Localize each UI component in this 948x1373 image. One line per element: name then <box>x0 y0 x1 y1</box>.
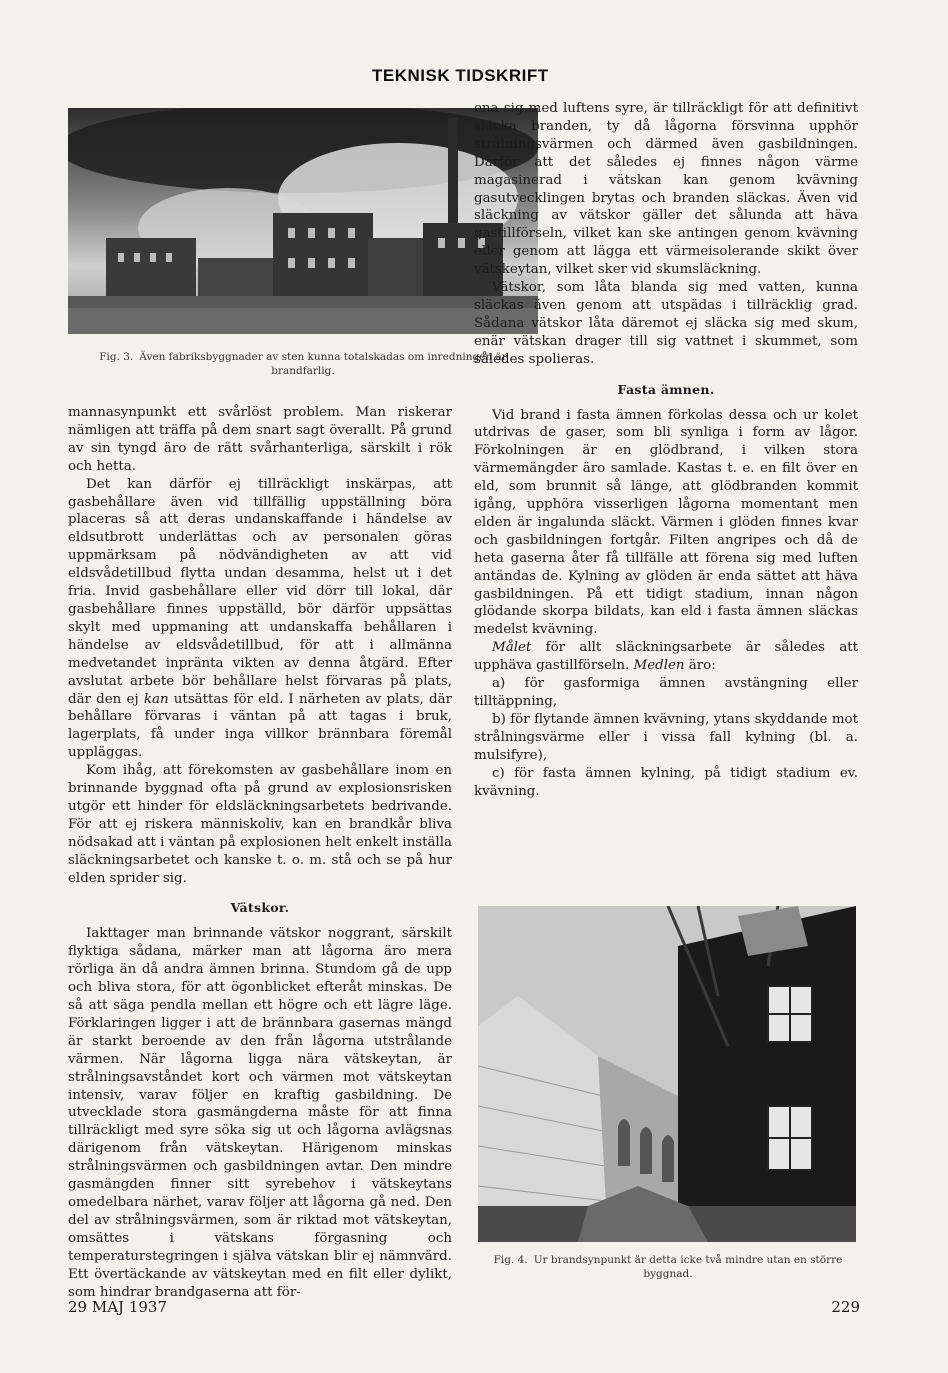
paragraph: Vätskor, som låta blanda sig med vatten, kunna släckas även genom att utspädas i tillräcklig grad. Sådana vätskor låta däremot ej släcka sig med skum, enär vätskan drager till sig vattnet i skummet, som således spolieras. <box>474 280 858 367</box>
list-item: b) för flytande ämnen kvävning, ytans skyddande mot strålningsvärme eller i vissa fall kylning (bl. a. mulsifyre), <box>474 711 858 763</box>
paragraph: Målet för allt släckningsarbete är således att upphäva gastillförseln. Medlen äro: <box>474 640 858 674</box>
list-item: a) för gasformiga ämnen avstängning eller tilltäppning, <box>474 676 858 709</box>
paragraph: ena sig med luftens syre, är tillräckligt för att definitivt släcka branden, ty då lågorna försvinna upphör strålningsvärmen och därmed även gasbildningen. Därför att det således ej finnes någon värme magasinerad i vätskan kan genom kvävning gasutvecklingen brytas och branden släckas. Även vid släckning av vätskor gäller det sålunda att häva gastillförseln, vilket kan ske antingen genom kvävning eller genom att lägga ett värmeisolerande skikt över vätskeytan, vilket sker vid skumsläckning. <box>474 101 858 278</box>
emphasis: Medlen <box>633 658 685 674</box>
list-item: c) för fasta ämnen kylning, på tidigt stadium ev. kvävning. <box>474 765 858 799</box>
figure-3-label: Fig. 3. <box>99 351 134 363</box>
figure-4-caption <box>478 1253 858 1281</box>
paragraph: Kom ihåg, att förekomsten av gasbehållare inom en brinnande byggnad ofta på grund av explosionsrisken utgör ett hinder för eldsläckningsarbetets bedrivande. För att ej riskera människoliv, kan en brandkår bliva nödsakad att i väntan på explosionen helt enkelt inställa släckningsarbetet och kanske t. o. m. stå och se på hur elden sprider sig. <box>68 763 452 886</box>
emphasis: kan <box>143 691 169 707</box>
figure-4-caption-text: Ur brandsynpunkt är detta icke två mindre utan en större byggnad. <box>533 1254 843 1280</box>
right-text-column <box>474 100 858 800</box>
section-heading-fasta-amnen: Fasta ämnen. <box>617 381 715 397</box>
figure-3-caption <box>68 350 538 378</box>
figure-4-photo <box>478 906 856 1242</box>
left-text-column <box>68 404 452 1301</box>
figure-4-label: Fig. 4. <box>493 1254 528 1266</box>
section-heading-vatskor: Vätskor. <box>230 900 290 916</box>
journal-masthead: TEKNISK TIDSKRIFT <box>372 66 549 85</box>
paragraph: Vid brand i fasta ämnen förkolas dessa och ur kolet utdrivas de gaser, som bli synliga i form av lågor. Förkolningen är en glödbrand, i vilken stora värmemängder äro samlade. Kastas t. e. en filt över en eld, som brunnit så länge, att glödbranden kommit igång, upphöra visserligen lågorna momentant men elden är ingalunda släckt. Värmen i glöden finnes kvar och gasbildningen fortgår. Filten angripes och då de heta gaserna åter få tillfälle att förena sig med luften antändas de. Kylning av glöden är enda sättet att häva gasbildningen. På ett tidigt stadium, innan någon glödande skorpa bildats, kan eld i fasta ämnen släckas medelst kvävning. <box>474 407 858 638</box>
figure-3-photo <box>68 108 538 334</box>
emphasis: Målet <box>492 640 532 656</box>
paragraph: mannasynpunkt ett svårlöst problem. Man riskerar nämligen att träffa på dem snart sagt överallt. På grund av sin tyngd äro de rätt svårhanterliga, särskilt i rök och hetta. <box>68 405 452 474</box>
issue-date: 29 MAJ 1937 <box>68 1298 168 1316</box>
figure-3-caption-text: Även fabriksbyggnader av sten kunna totalskadas om inredningen är brandfarlig. <box>139 351 507 377</box>
paragraph: Det kan därför ej tillräckligt inskärpas, att gasbehållare även vid tillfällig uppställning böra placeras så att deras undanskaffande i händelse av eldsutbrott underlättas och av personalen göras uppmärksam på nödvändigheten av att vid eldsvådetillbud flytta undan desamma, helst ut i det fria. Invid gasbehållare eller vid dörr till lokal, där gasbehållare finnes uppställd, bör därför uppsättas skylt med uppmaning att undanskaffa behållaren i händelse av eldsvådetillbud, för att i allmänna medvetandet inpränta vikten av denna åtgärd. Efter avslutat arbete bör behållare helst förvaras på plats, där den ej kan utsättas för eld. I närheten av plats, där behållare förvaras i väntan på att tagas i bruk, lagerplats, få under inga villkor brännbara föremål uppläggas. <box>68 476 452 761</box>
paragraph: Iakttager man brinnande vätskor noggrant, särskilt flyktiga sådana, märker man att lågorna äro mera rörliga än då andra ämnen brinna. Stundom gå de upp och bliva stora, för att ögonblicket efteråt minskas. De så att säga pendla mellan ett högre och ett lägre läge. Förklaringen ligger i att de brännbara gasernas mängd är starkt beroende av den från lågorna utstrålande värmen. När lågorna ligga nära vätskeytan, är strålningsavståndet kort och värmen mot vätskeytan intensiv, varav följer en kraftig gasbildning. De utvecklade stora gasmängderna måste för att finna tillräckligt med syre söka sig ut och lågorna avlägsnas därigenom från vätskeytan. Härigenom minskas strålningsvärmen och gasbildningen avtar. Den mindre gasmängden finner sitt syrebehov i vätskeytans omedelbara närhet, varav följer att lågorna gå ned. Den del av strålningsvärmen, som är riktad mot vätskeytan, omsättes i vätskans förgasning och temperaturstegringen i själva vätskan blir ej nämnvärd. Ett övertäckande av vätskeytan med en filt eller dylikt, som hindrar brandgaserna att för- <box>68 926 452 1300</box>
page-number: 229 <box>831 1298 860 1316</box>
